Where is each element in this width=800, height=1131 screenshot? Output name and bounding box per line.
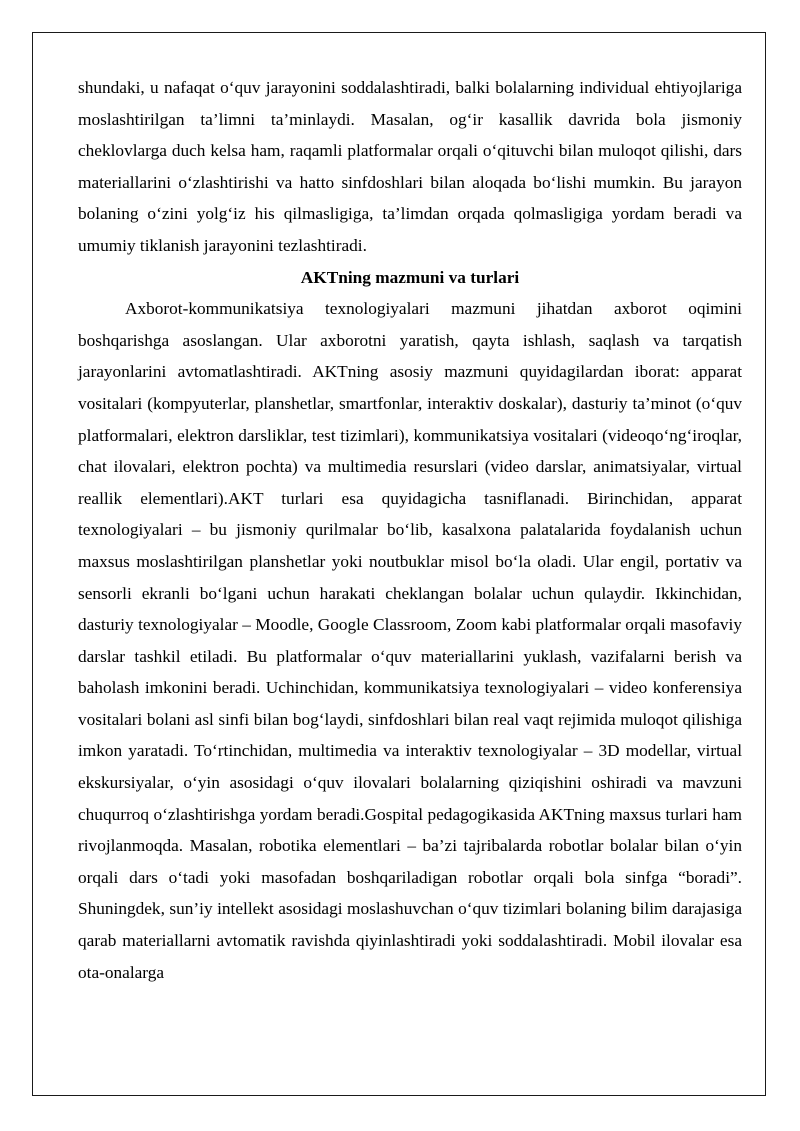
- document-body: [78, 72, 742, 988]
- section-heading: AKTning mazmuni va turlari: [300, 267, 520, 287]
- paragraph-continuation: shundaki, u nafaqat o‘quv jarayonini soddalashtiradi, balki bolalarning individual ehtiyojlariga moslashtirilgan ta’limni ta’minlaydi. Masalan, og‘ir kasallik davrida bola jismoniy cheklovlarga duch kelsa ham, raqamli platformalar orqali o‘qituvchi bilan muloqot qilishi, dars materiallarini o‘zlashtirishi va hatto sinfdoshlari bilan aloqada bo‘lishi mumkin. Bu jarayon bolaning o‘zini yolg‘iz his qilmasligiga, ta’limdan orqada qolmasligiga yordam beradi va umumiy tiklanish jarayonini tezlashtiradi.: [78, 78, 742, 255]
- paragraph-body: Axborot-kommunikatsiya texnologiyalari mazmuni jihatdan axborot oqimini boshqarishga asoslangan. Ular axborotni yaratish, qayta ishlash, saqlash va tarqatish jarayonlarini avtomatlashtiradi. AKTning asosiy mazmuni quyidagilardan iborat: apparat vositalari (kompyuterlar, planshetlar, smartfonlar, interaktiv doskalar), dasturiy ta’minot (o‘quv platformalari, elektron darsliklar, test tizimlari), kommunikatsiya vositalari (videoqo‘ng‘iroqlar, chat ilovalari, elektron pochta) va multimedia resurslari (video darslar, animatsiyalar, virtual reallik elementlari).AKT turlari esa quyidagicha tasniflanadi. Birinchidan, apparat texnologiyalari – bu jismoniy qurilmalar bo‘lib, kasalxona palatalarida foydalanish uchun maxsus moslashtirilgan planshetlar yoki noutbuklar misol bo‘la oladi. Ular engil, portativ va sensorli ekranli bo‘lgani uchun harakati cheklangan bolalar uchun qulaydir. Ikkinchidan, dasturiy texnologiyalar – Moodle, Google Classroom, Zoom kabi platformalar orqali masofaviy darslar tashkil etiladi. Bu platformalar o‘quv materiallarini yuklash, vazifalarni berish va baholash imkonini beradi. Uchinchidan, kommunikatsiya texnologiyalari – video konferensiya vositalari bolani asl sinfi bilan bog‘laydi, sinfdoshlari bilan real vaqt rejimida muloqot qilishiga imkon yaratadi. To‘rtinchidan, multimedia va interaktiv texnologiyalar – 3D modellar, virtual ekskursiyalar, o‘yin asosidagi o‘quv ilovalari bolalarning qiziqishini oshiradi va mavzuni chuqurroq o‘zlashtirishga yordam beradi.Gospital pedagogikasida AKTning maxsus turlari ham rivojlanmoqda. Masalan, robotika elementlari – ba’zi tajribalarda robotlar bolalar bilan o‘yin orqali dars o‘tadi yoki masofadan boshqariladigan robotlar orqali bola sinfga “boradi”. Shuningdek, sun’iy intellekt asosidagi moslashuvchan o‘quv tizimlari bolaning bilim darajasiga qarab materiallarni avtomatik ravishda qiyinlashtiradi yoki soddalashtiradi. Mobil ilovalar esa ota-onalarga: [78, 299, 742, 982]
